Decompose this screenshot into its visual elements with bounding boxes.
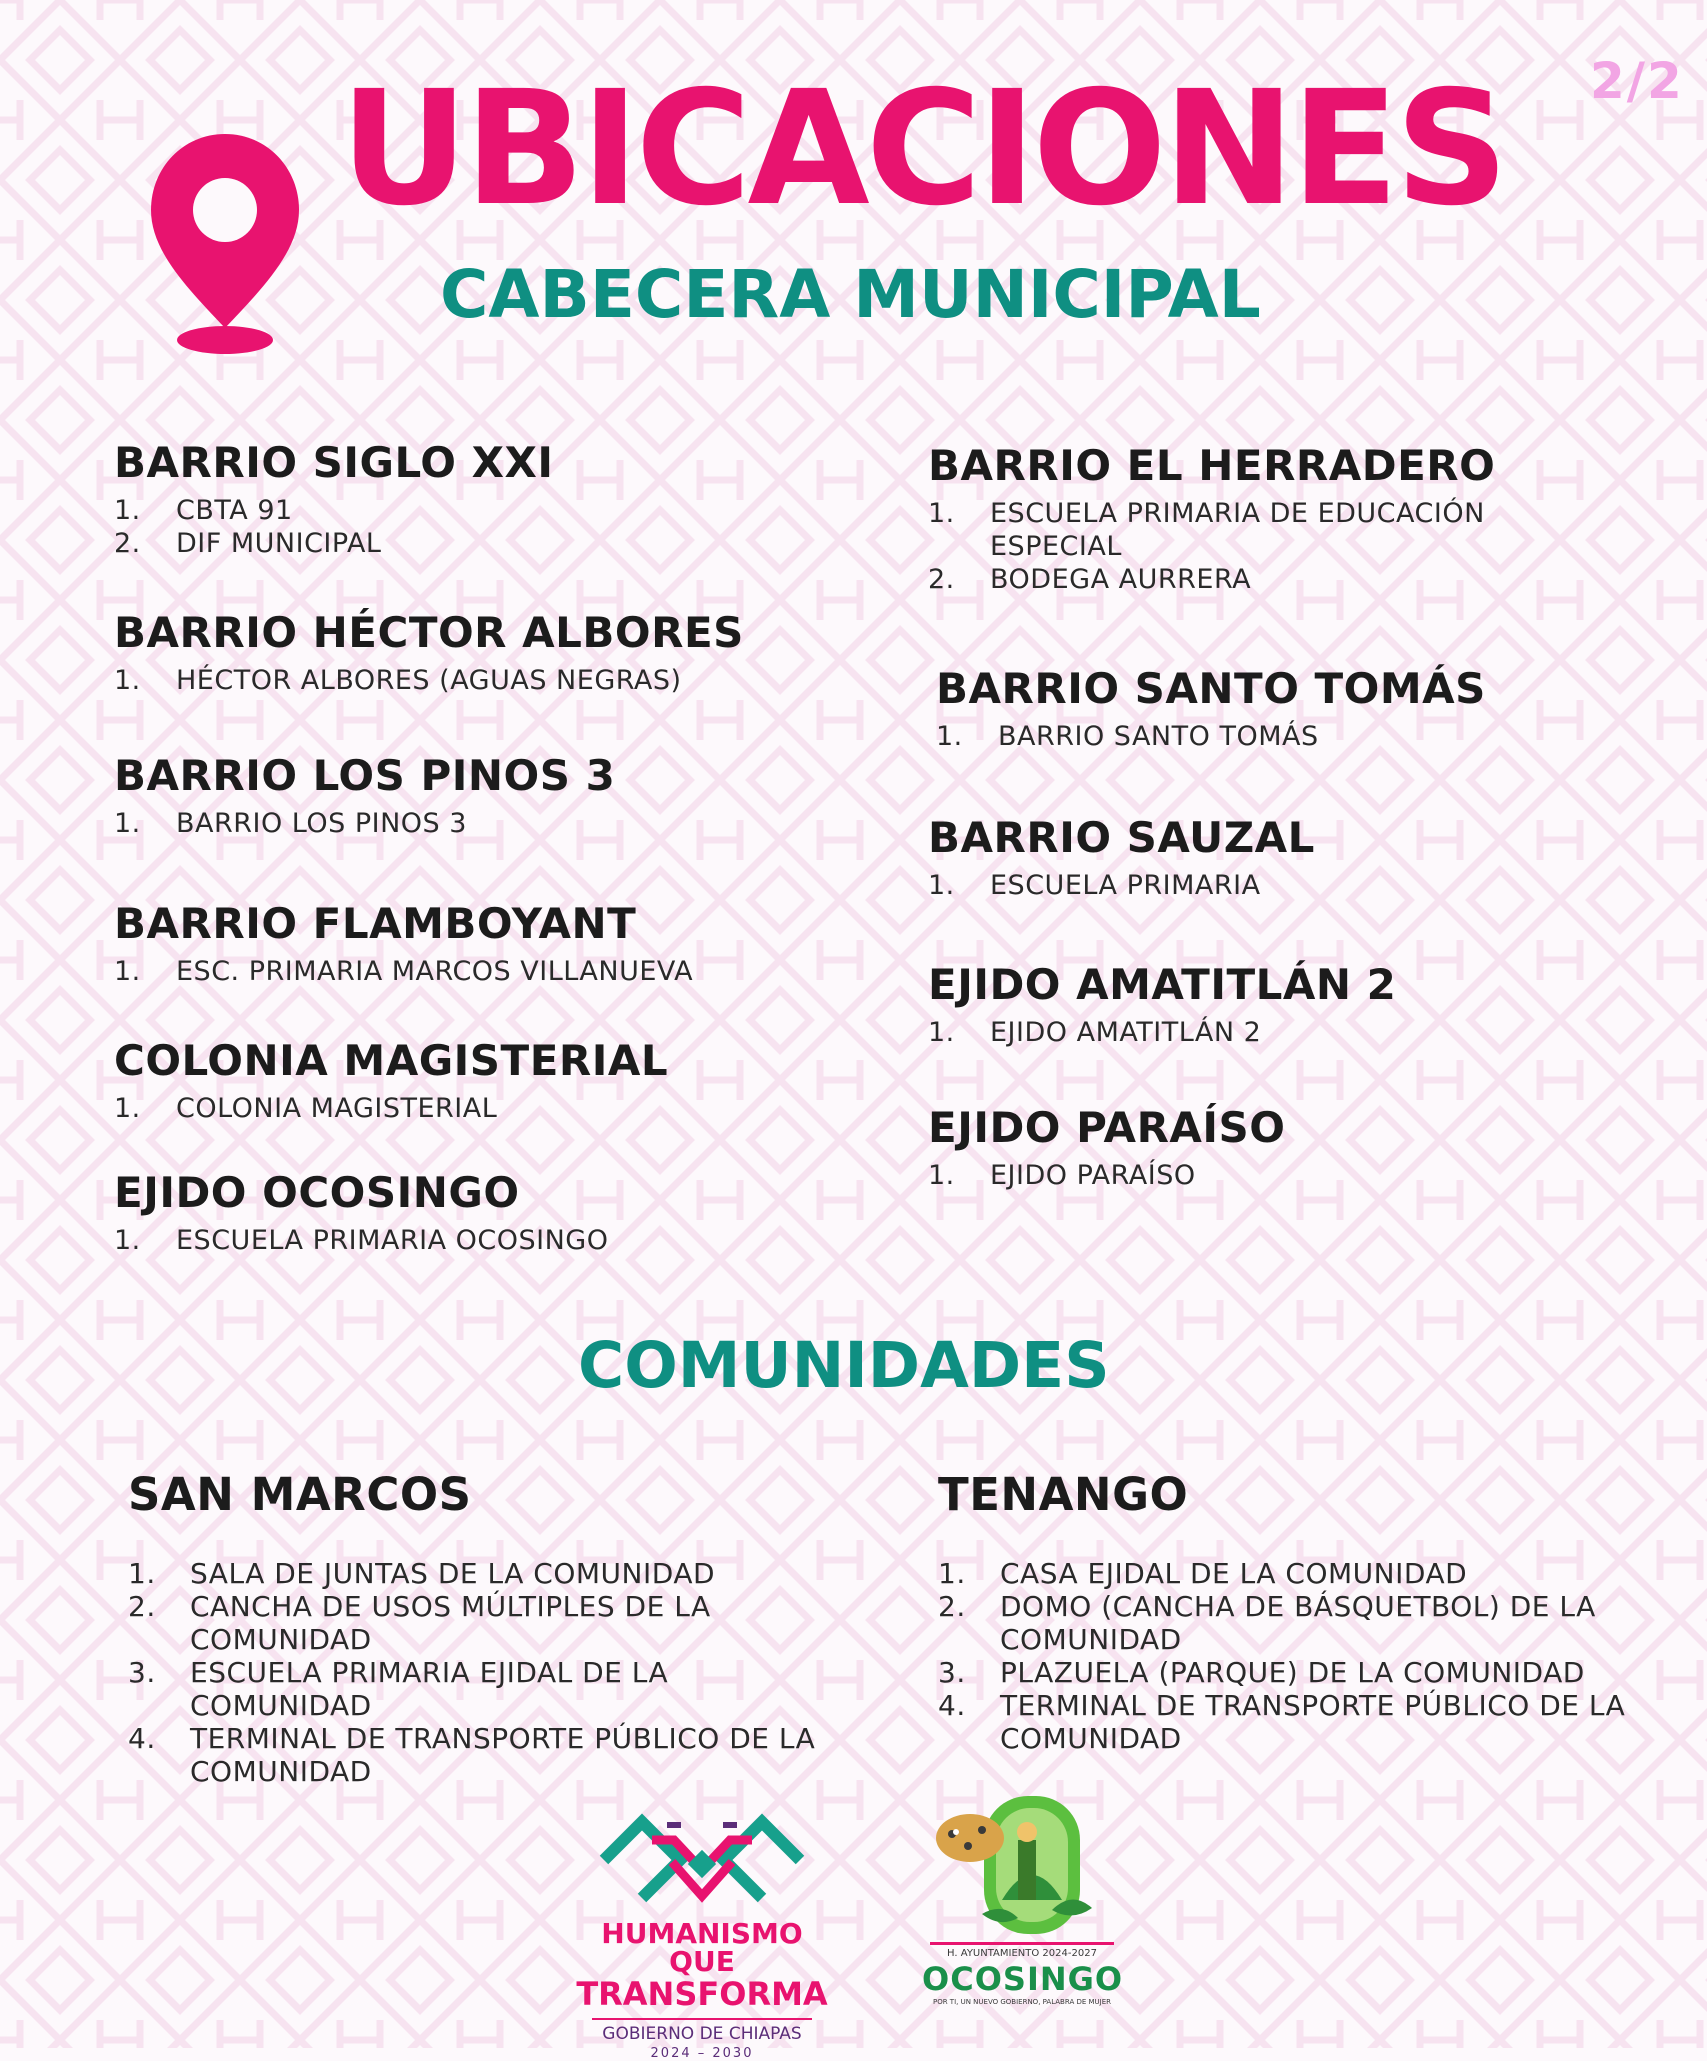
location-list [114, 494, 874, 560]
list-item: 1. BARRIO LOS PINOS 3 [114, 808, 467, 840]
group-title: BARRIO LOS PINOS 3 [114, 751, 616, 800]
list-item: 2. CANCHA DE USOS MÚLTIPLES DE LA COMUNIDAD [128, 1590, 711, 1656]
group-title: EJIDO OCOSINGO [114, 1168, 520, 1217]
community-title: SAN MARCOS [128, 1468, 472, 1521]
location-list [928, 869, 1688, 902]
location-list [936, 720, 1696, 753]
community-list [128, 1557, 828, 1788]
list-item: 1. HÉCTOR ALBORES (AGUAS NEGRAS) [114, 665, 682, 697]
list-item: 2. DOMO (CANCHA DE BÁSQUETBOL) DE LA COMUNIDAD [938, 1590, 1596, 1656]
location-list [114, 664, 874, 697]
location-group [928, 962, 1688, 1049]
group-title: BARRIO EL HERRADERO [928, 441, 1496, 490]
community-list [938, 1557, 1658, 1755]
section-title-comunidades: COMUNIDADES [578, 1329, 1110, 1402]
group-title: BARRIO SANTO TOMÁS [936, 664, 1486, 713]
ocosingo-logo-line3: POR TI, UN NUEVO GOBIERNO, PALABRA DE MUJER [932, 1998, 1112, 2006]
location-group [114, 901, 874, 988]
list-item: 4. TERMINAL DE TRANSPORTE PÚBLICO DE LA COMUNIDAD [938, 1689, 1626, 1755]
ocosingo-logo-line2: OCOSINGO [922, 1960, 1124, 1998]
list-item: 1. SALA DE JUNTAS DE LA COMUNIDAD [128, 1557, 716, 1590]
ocosingo-logo-line1: H. AYUNTAMIENTO 2024-2027 [947, 1948, 1097, 1959]
list-item: 2. DIF MUNICIPAL [114, 528, 382, 560]
page-number: 2/2 [1590, 52, 1684, 110]
location-group [114, 1038, 874, 1125]
chiapas-logo-line2: TRANSFORMA [576, 1975, 828, 2013]
list-item: 1. ESCUELA PRIMARIA DE EDUCACIÓN ESPECIAL [928, 498, 1485, 563]
location-group [928, 815, 1688, 902]
list-item: 2. BODEGA AURRERA [928, 564, 1252, 596]
community-title: TENANGO [938, 1468, 1189, 1521]
chiapas-logo-line1: HUMANISMO QUE [601, 1917, 803, 1978]
location-group [114, 610, 874, 697]
location-list [114, 807, 874, 840]
list-item: 3. PLAZUELA (PARQUE) DE LA COMUNIDAD [938, 1656, 1585, 1689]
list-item: 1. CASA EJIDAL DE LA COMUNIDAD [938, 1557, 1468, 1590]
ocosingo-logo [922, 1790, 1122, 2030]
list-item: 1. ESC. PRIMARIA MARCOS VILLANUEVA [114, 956, 694, 988]
list-item: 1. EJIDO PARAÍSO [928, 1160, 1196, 1192]
list-item: 1. BARRIO SANTO TOMÁS [936, 721, 1319, 753]
location-list [928, 1159, 1688, 1192]
map-pin-icon [145, 128, 305, 360]
group-title: EJIDO AMATITLÁN 2 [928, 960, 1397, 1009]
ocosingo-emblem-icon [922, 1790, 1122, 1940]
location-list [114, 1224, 874, 1257]
location-list [928, 497, 1568, 596]
community-group [128, 1468, 828, 1788]
location-group [928, 443, 1568, 596]
location-list [928, 1016, 1688, 1049]
list-item: 1. ESCUELA PRIMARIA [928, 870, 1261, 902]
location-list [114, 955, 874, 988]
location-group [114, 1170, 874, 1257]
community-group [938, 1468, 1658, 1755]
location-group [928, 1105, 1688, 1192]
location-group [114, 440, 874, 560]
group-title: COLONIA MAGISTERIAL [114, 1036, 669, 1085]
location-group [114, 753, 874, 840]
list-item: 1. ESCUELA PRIMARIA OCOSINGO [114, 1225, 609, 1257]
list-item: 1. EJIDO AMATITLÁN 2 [928, 1017, 1262, 1049]
location-list [114, 1092, 874, 1125]
list-item: 1. CBTA 91 [114, 495, 293, 527]
chiapas-logo-line4: 2024 – 2030 [650, 2046, 754, 2061]
location-group [936, 666, 1696, 753]
list-item: 1. COLONIA MAGISTERIAL [114, 1093, 498, 1125]
group-title: BARRIO FLAMBOYANT [114, 899, 637, 948]
group-title: BARRIO SAUZAL [928, 813, 1315, 862]
group-title: BARRIO SIGLO XXI [114, 438, 554, 487]
group-title: EJIDO PARAÍSO [928, 1103, 1286, 1152]
chiapas-logo-line3: GOBIERNO DE CHIAPAS [602, 2024, 802, 2044]
chiapas-emblem-icon [572, 1800, 832, 1910]
list-item: 3. ESCUELA PRIMARIA EJIDAL DE LA COMUNIDAD [128, 1656, 669, 1722]
page-title: UBICACIONES [340, 57, 1505, 241]
list-item: 4. TERMINAL DE TRANSPORTE PÚBLICO DE LA COMUNIDAD [128, 1722, 816, 1788]
chiapas-logo [572, 1800, 832, 2061]
section-title-cabecera: CABECERA MUNICIPAL [440, 256, 1261, 333]
group-title: BARRIO HÉCTOR ALBORES [114, 608, 744, 657]
